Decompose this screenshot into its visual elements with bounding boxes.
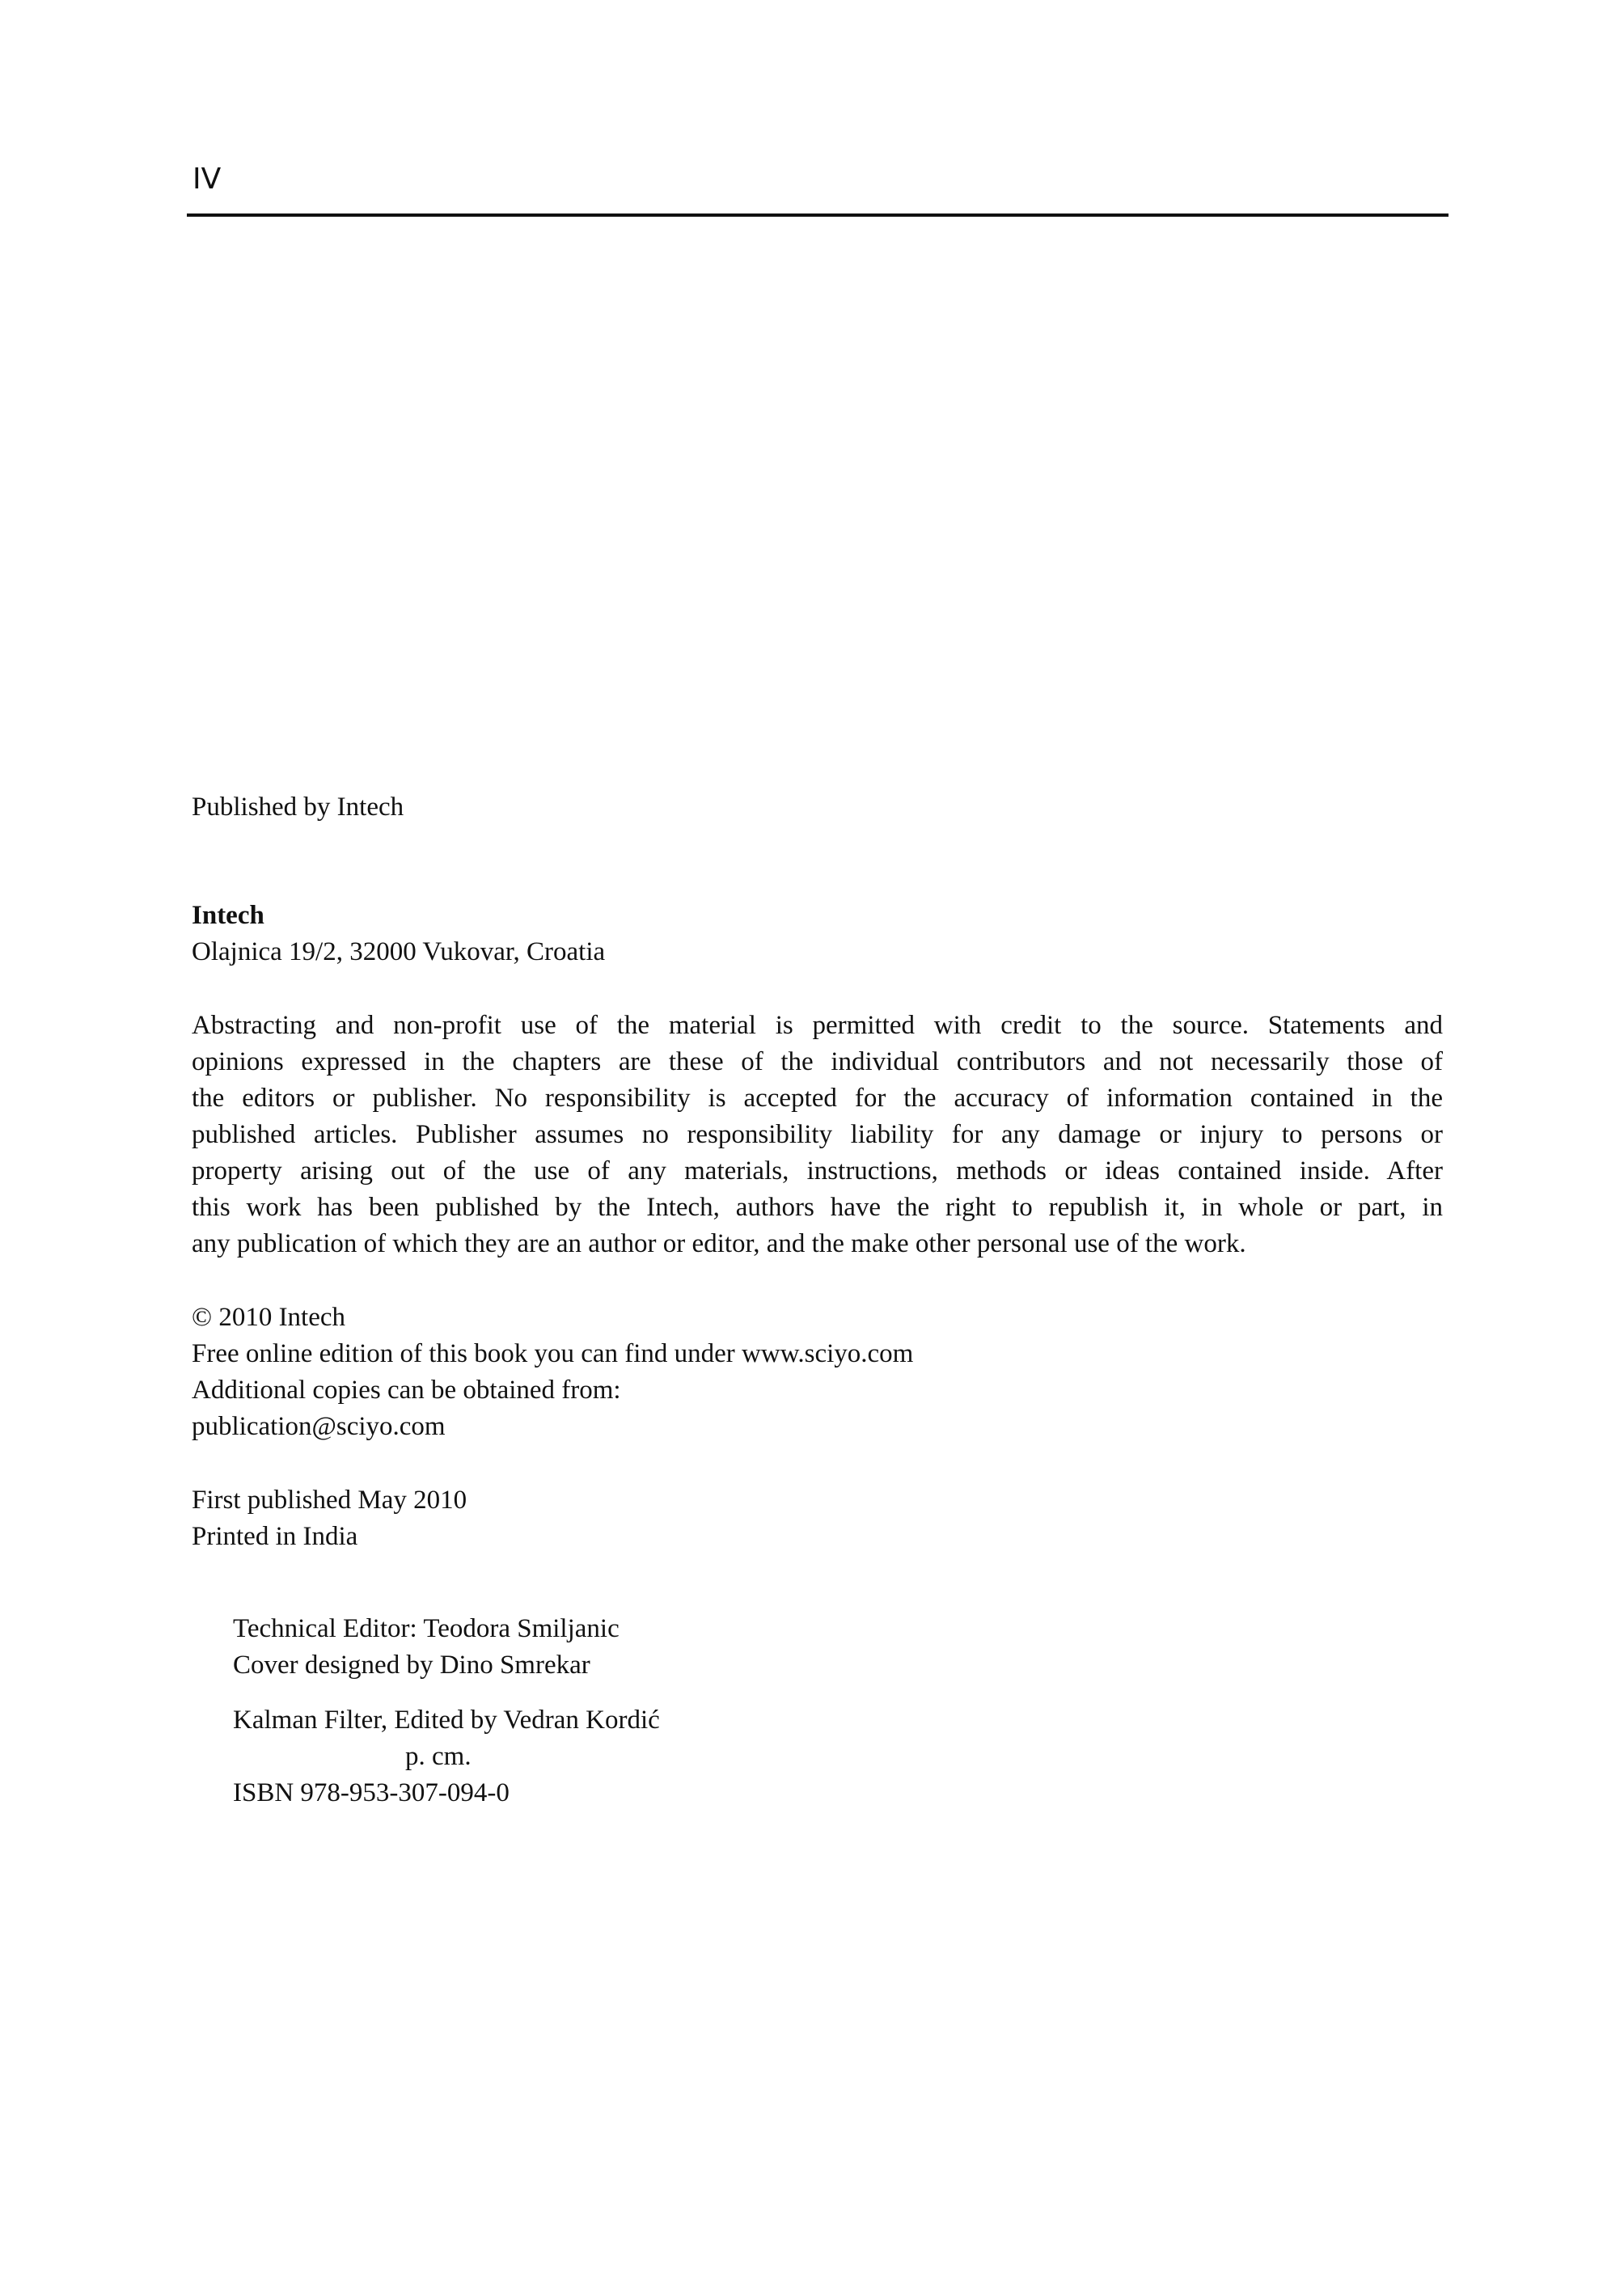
- credits-section: [233, 1611, 620, 1684]
- online-edition-note: Free online edition of this book you can find under www.sciyo.com: [192, 1339, 914, 1368]
- printing-section: [192, 1482, 467, 1555]
- publisher-section: [192, 898, 605, 970]
- publisher-address: Olajnica 19/2, 32000 Vukovar, Croatia: [192, 937, 606, 966]
- published-by-text: Published by Intech: [192, 793, 404, 822]
- publisher-name: Intech: [192, 901, 264, 930]
- disclaimer-paragraph: [192, 1008, 1443, 1262]
- page-number: IV: [192, 163, 222, 196]
- disclaimer-line: opinions expressed in the chapters are these of the individual contributors and not necessarily those of: [192, 1047, 1443, 1076]
- disclaimer-line: Abstracting and non-profit use of the material is permitted with credit to the source. Statements and: [192, 1011, 1443, 1040]
- cover-designer: Cover designed by Dino Smrekar: [233, 1651, 590, 1680]
- disclaimer-line: any publication of which they are an author or editor, and the make other personal use of the work.: [192, 1229, 1246, 1258]
- technical-editor: Technical Editor: Teodora Smiljanic: [233, 1614, 620, 1643]
- disclaimer-line: this work has been published by the Intech, authors have the right to republish it, in whole or part, in: [192, 1193, 1443, 1222]
- copyright-notice: © 2010 Intech: [192, 1303, 346, 1332]
- additional-copies-note: Additional copies can be obtained from:: [192, 1376, 621, 1405]
- disclaimer-line: published articles. Publisher assumes no responsibility liability for any damage or injury to persons or: [192, 1120, 1443, 1149]
- isbn: ISBN 978-953-307-094-0: [233, 1778, 510, 1807]
- cataloging-section: [233, 1702, 660, 1811]
- disclaimer-line: property arising out of the use of any materials, instructions, methods or ideas contained inside. After: [192, 1156, 1443, 1186]
- disclaimer-line: the editors or publisher. No responsibility is accepted for the accuracy of information contained in the: [192, 1084, 1443, 1113]
- first-published: First published May 2010: [192, 1486, 467, 1515]
- header-rule: [187, 213, 1448, 217]
- copyright-section: [192, 1300, 913, 1445]
- published-by-section: [192, 789, 404, 826]
- catalog-title: Kalman Filter, Edited by Vedran Kordić: [233, 1706, 660, 1735]
- printed-in: Printed in India: [192, 1522, 358, 1551]
- catalog-pcm: p. cm.: [405, 1742, 472, 1771]
- publication-email: publication@sciyo.com: [192, 1412, 446, 1441]
